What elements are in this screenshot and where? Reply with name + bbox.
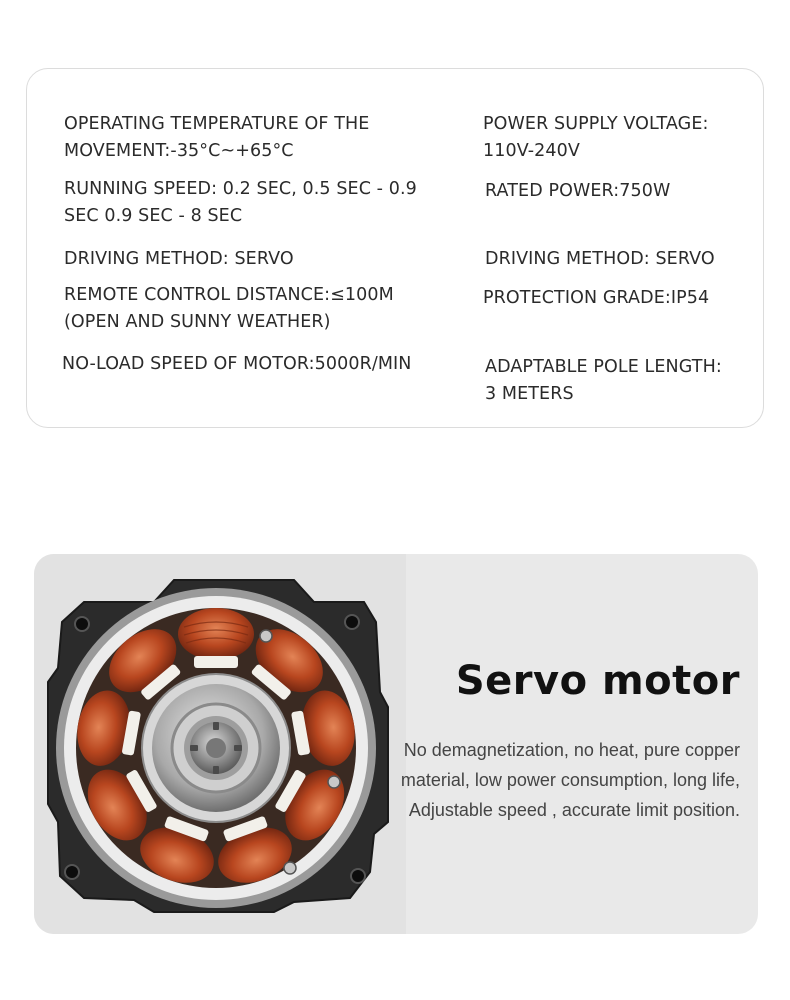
spec-power-supply-voltage: POWER SUPPLY VOLTAGE: 110V-240V — [483, 114, 709, 161]
spec-rated-power: RATED POWER:750W — [485, 181, 671, 201]
servo-motor-stator-image — [44, 572, 394, 914]
spec-adaptable-pole-length: ADAPTABLE POLE LENGTH: 3 METERS — [485, 357, 722, 404]
spec-driving-method-left: DRIVING METHOD: SERVO — [64, 249, 294, 269]
feature-line: Adjustable speed , accurate limit position. — [408, 800, 740, 820]
spec-operating-temperature: OPERATING TEMPERATURE OF THE MOVEMENT:-35°C~+65°C — [64, 114, 370, 161]
spec-running-speed: RUNNING SPEED: 0.2 SEC, 0.5 SEC - 0.9 SEC 0.9 SEC - 8 SEC — [64, 179, 417, 226]
spec-driving-method-right: DRIVING METHOD: SERVO — [485, 249, 715, 269]
feature-title: Servo motor — [455, 658, 740, 704]
servo-motor-feature-card — [34, 554, 758, 934]
spec-no-load-speed: NO-LOAD SPEED OF MOTOR:5000R/MIN — [62, 354, 412, 374]
spec-protection-grade: PROTECTION GRADE:IP54 — [483, 288, 710, 308]
feature-line: material, low power consumption, long life, — [400, 770, 740, 790]
spec-remote-control-distance: REMOTE CONTROL DISTANCE:≤100M (OPEN AND SUNNY WEATHER) — [64, 285, 394, 332]
feature-line: No demagnetization, no heat, pure copper — [403, 740, 740, 760]
feature-description — [380, 735, 740, 825]
specifications-card — [26, 68, 764, 428]
